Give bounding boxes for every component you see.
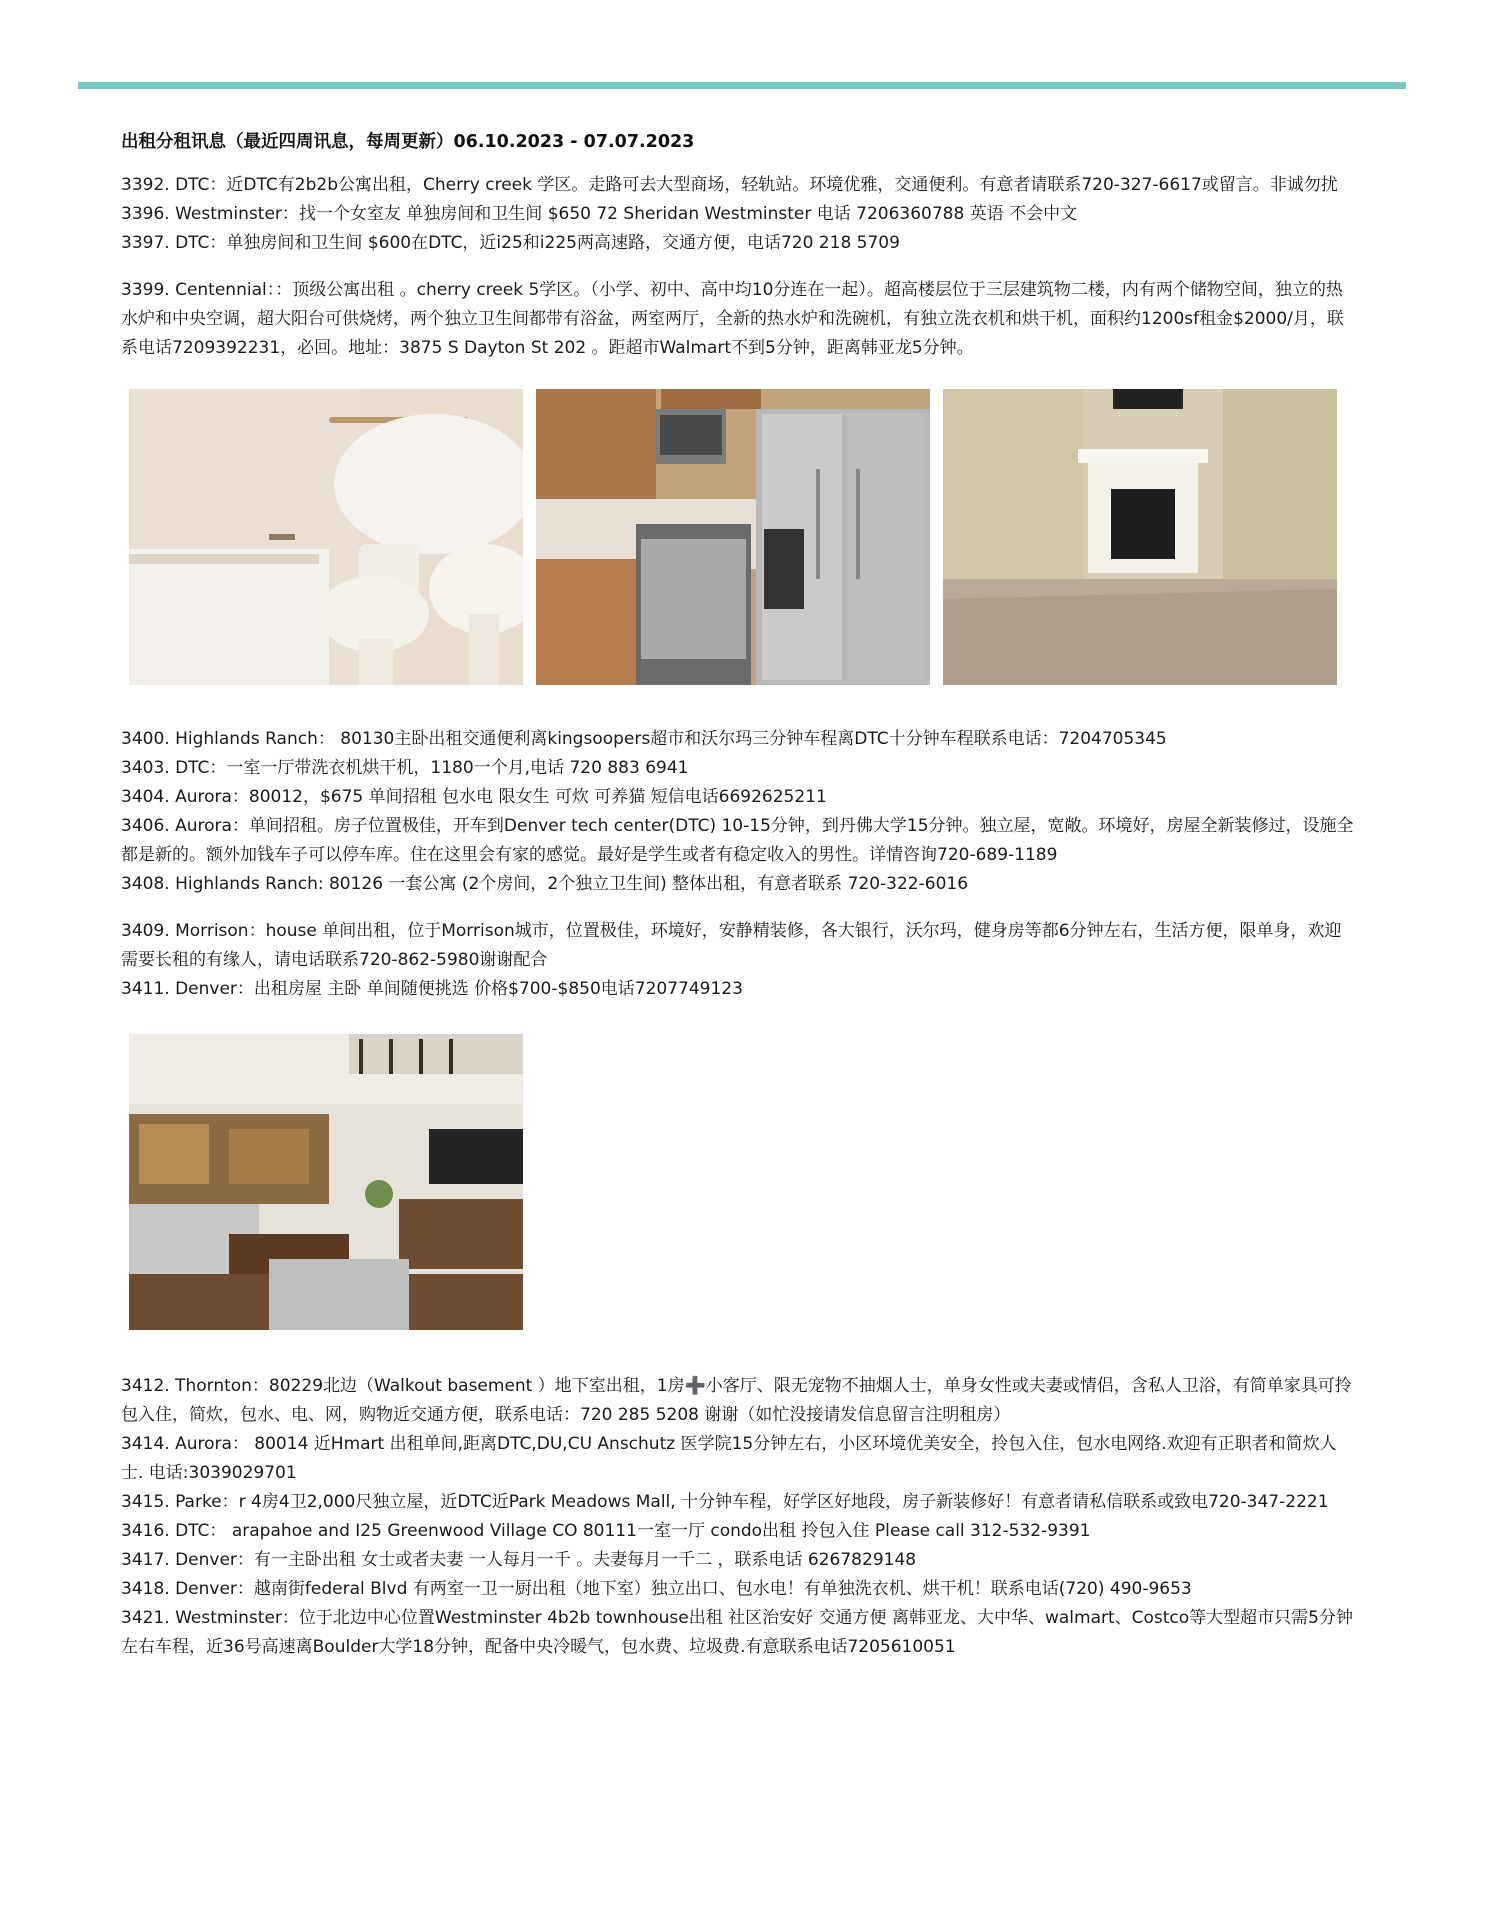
listing-3399: 3399. Centennial：：顶级公寓出租 。cherry creek 5学区。（小学、初中、高中均10分连在一起）。超高楼层位于三层建筑物二楼，内有两个储物空间，独立的热水炉和中央空调，超大阳台可供烧烤，两个独立卫生间都带有浴盆，两室两厅，全新的热水炉和洗碗机，有独立洗衣机和烘干机，面积约1200sf租金$2000/月，联系电话7209392231，必回。地址：3875 S Dayton St 202 。距超市Walmart不到5分钟，距离韩亚龙5分钟。	[121, 280, 1344, 358]
listing-3415: 3415. Parke：r 4房4卫2,000尺独立屋，近DTC近Park Meadows Mall, 十分钟车程，好学区好地段，房子新装修好！有意者请私信联系或致电720-347-2221	[121, 1492, 1329, 1512]
kitchen-photo[interactable]	[536, 389, 930, 685]
listing-3409: 3409. Morrison：house 单间出租，位于Morrison城市，位置极佳，环境好，安静精装修，各大银行，沃尔玛，健身房等都6分钟左右，生活方便，限单身，欢迎需要长租的有缘人，请电话联系720-862-5980谢谢配合	[121, 921, 1342, 970]
listing-3404: 3404. Aurora：80012，$675 单间招租 包水电 限女生 可炊 可养猫 短信电话6692625211	[121, 787, 827, 807]
listing-3392: 3392. DTC：近DTC有2b2b公寓出租，Cherry creek 学区。走路可去大型商场，轻轨站。环境优雅，交通便利。有意者请联系720-327-6617或留言。非诚勿扰	[121, 175, 1338, 195]
listing-3416: 3416. DTC： arapahoe and I25 Greenwood Village CO 80111一室一厅 condo出租 拎包入住 Please call 312-532-9391	[121, 1521, 1091, 1541]
listing-3396: 3396. Westminster：找一个女室友 单独房间和卫生间 $650 72 Sheridan Westminster 电话 7206360788 英语 不会中文	[121, 204, 1078, 224]
photo-row-3399	[129, 389, 1356, 685]
page-title: 出租分租讯息（最近四周讯息，每周更新）06.10.2023 - 07.07.2023	[121, 132, 695, 152]
living-room-photo[interactable]	[129, 1034, 523, 1330]
listing-group-1	[121, 171, 1356, 258]
header-accent-rule	[78, 82, 1406, 89]
listings-content	[121, 129, 1356, 1680]
listing-group-2	[121, 276, 1356, 363]
listing-3414: 3414. Aurora： 80014 近Hmart 出租单间,距离DTC,DU,CU Anschutz 医学院15分钟左右，小区环境优美安全，拎包入住，包水电网络.欢迎有正职者和简炊人士. 电话:3039029701	[121, 1434, 1337, 1483]
listing-3400: 3400. Highlands Ranch： 80130主卧出租交通便利离kingsoopers超市和沃尔玛三分钟车程离DTC十分钟车程联系电话：7204705345	[121, 729, 1167, 749]
listing-3408: 3408. Highlands Ranch: 80126 一套公寓 (2个房间，2个独立卫生间) 整体出租，有意者联系 720-322-6016	[121, 874, 969, 894]
listing-3397: 3397. DTC：单独房间和卫生间 $600在DTC，近i25和i225两高速路，交通方便，电话720 218 5709	[121, 233, 900, 253]
listing-group-4	[121, 917, 1356, 1004]
listing-3412: 3412. Thornton：80229北边（Walkout basement ）地下室出租，1房➕小客厅、限无宠物不抽烟人士，单身女性或夫妻或情侣，含私人卫浴，有简单家具可拎包入住，简炊，包水、电、网，购物近交通方便，联系电话：720 285 5208 谢谢（如忙没接请发信息留言注明租房）	[121, 1376, 1352, 1425]
photo-row-3411	[129, 1034, 1356, 1330]
listing-3403: 3403. DTC：一室一厅带洗衣机烘干机，1180一个月,电话 720 883 6941	[121, 758, 689, 778]
listing-3421: 3421. Westminster：位于北边中心位置Westminster 4b2b townhouse出租 社区治安好 交通方便 离韩亚龙、大中华、walmart、Costco等大型超市只需5分钟左右车程，近36号高速离Boulder大学18分钟，配备中央冷暖气，包水费、垃圾费.有意联系电话7205610051	[121, 1608, 1353, 1657]
listing-3406: 3406. Aurora：单间招租。房子位置极佳，开车到Denver tech center(DTC) 10-15分钟，到丹佛大学15分钟。独立屋，宽敞。环境好，房屋全新装修过，设施全都是新的。额外加钱车子可以停车库。住在这里会有家的感觉。最好是学生或者有稳定收入的男性。详情咨询720-689-1189	[121, 816, 1354, 865]
fireplace-room-photo[interactable]	[943, 389, 1337, 685]
listing-group-5	[121, 1372, 1356, 1662]
listing-group-3	[121, 725, 1356, 899]
bathroom-photo[interactable]	[129, 389, 523, 685]
listing-3418: 3418. Denver：越南街federal Blvd 有两室一卫一厨出租（地下室）独立出口、包水电！有单独洗衣机、烘干机！联系电话(720) 490-9653	[121, 1579, 1192, 1599]
listing-3411: 3411. Denver：出租房屋 主卧 单间随便挑选 价格$700-$850电话7207749123	[121, 979, 743, 999]
listing-3417: 3417. Denver：有一主卧出租 女士或者夫妻 一人每月一千 。夫妻每月一千二 ，联系电话 6267829148	[121, 1550, 917, 1570]
